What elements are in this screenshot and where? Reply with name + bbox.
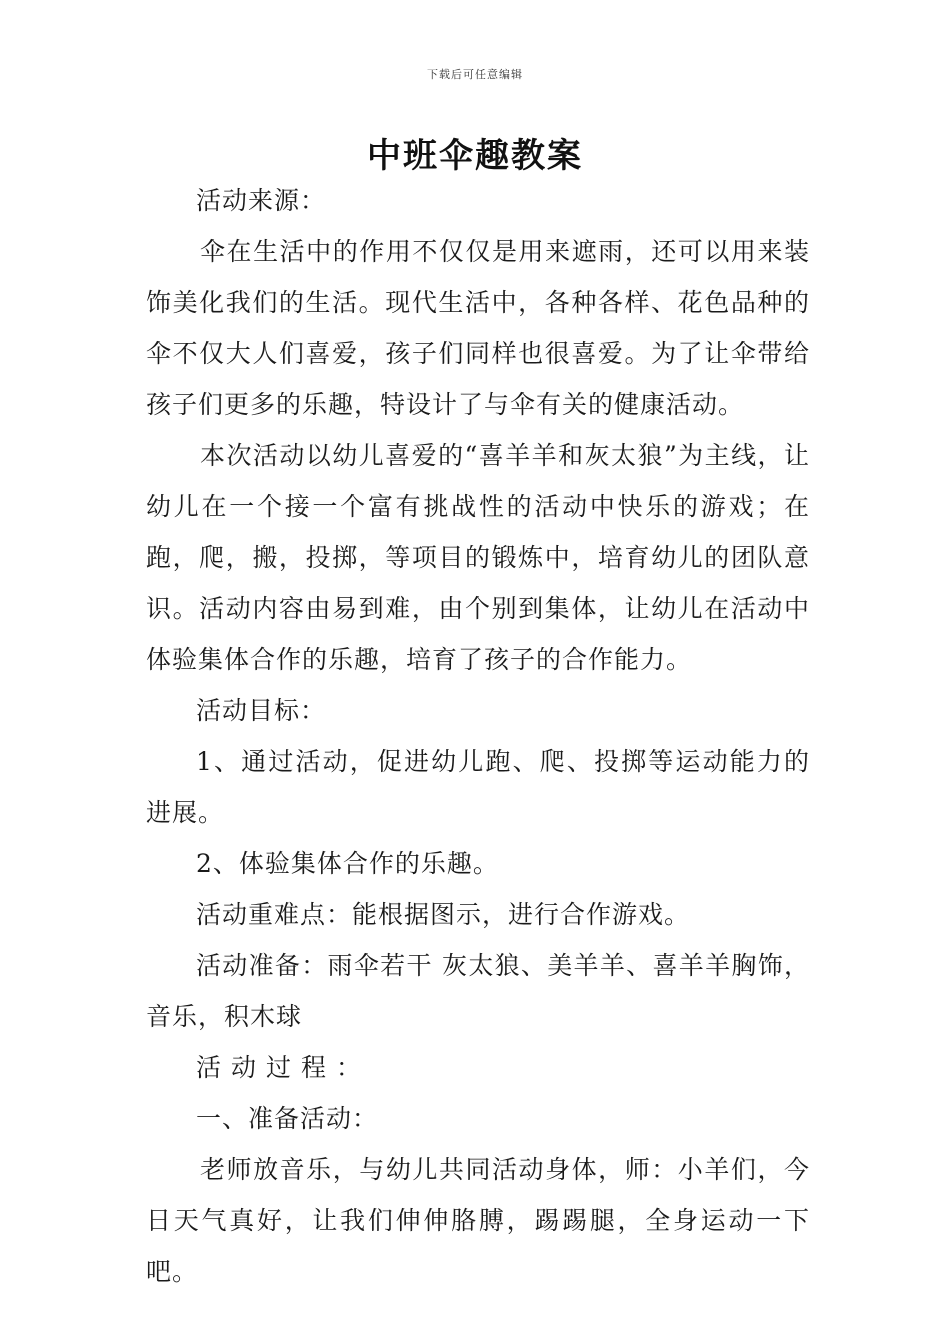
document-body <box>146 175 810 1297</box>
document-title: 中班伞趣教案 <box>367 136 583 176</box>
paragraph-source-2: 本次活动以幼儿喜爱的“喜羊羊和灰太狼”为主线，让幼儿在一个接一个富有挑战性的活动中快乐的游戏；在跑，爬，搬，投掷，等项目的锻炼中，培育幼儿的团队意识。活动内容由易到难，由个别到集体，让幼儿在活动中体验集体合作的乐趣，培育了孩子的合作能力。 <box>146 441 810 674</box>
section-heading-source: 活动来源： <box>196 186 327 215</box>
section-heading-process: 活动过程： <box>196 1053 372 1082</box>
process-step-1-text: 老师放音乐，与幼儿共同活动身体，师：小羊们，今日天气真好，让我们伸伸胳膊，踢踢腿，全身运动一下吧。 <box>146 1155 810 1286</box>
goal-item-1: 1、通过活动，促进幼儿跑、爬、投掷等运动能力的进展。 <box>146 747 810 827</box>
key-difficulties: 活动重难点：能根据图示，进行合作游戏。 <box>196 900 691 929</box>
process-step-1-heading: 一、准备活动： <box>196 1104 379 1133</box>
header-note: 下载后可任意编辑 <box>427 68 523 81</box>
section-heading-goals: 活动目标： <box>196 696 327 725</box>
goal-item-2: 2、体验集体合作的乐趣。 <box>196 849 499 878</box>
activity-preparation: 活动准备：雨伞若干 灰太狼、美羊羊、喜羊羊胸饰，音乐，积木球 <box>146 951 810 1031</box>
paragraph-source-1: 伞在生活中的作用不仅仅是用来遮雨，还可以用来装饰美化我们的生活。现代生活中，各种各样、花色品种的伞不仅大人们喜爱，孩子们同样也很喜爱。为了让伞带给孩子们更多的乐趣，特设计了与伞有关的健康活动。 <box>146 237 810 419</box>
